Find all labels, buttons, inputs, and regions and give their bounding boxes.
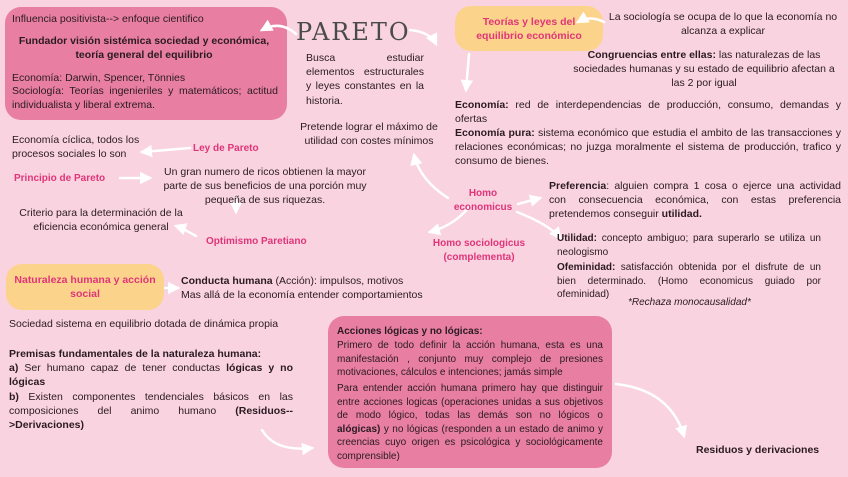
utilidad-label: Utilidad:: [557, 233, 597, 244]
economia-body: red de interdependencias de producción, consumo, demandas y ofertas: [455, 99, 841, 126]
economia-ciclica-text: Economía cíclica, todos los procesos sociales lo son: [12, 134, 140, 161]
sociedad-text: Sociedad sistema en equilibrio dotada de dinámica propia: [9, 318, 279, 330]
ofeminidad-label: Ofeminidad:: [557, 262, 616, 273]
congruencias-label: Congruencias entre ellas:: [587, 49, 716, 61]
economia-pura-body: sistema económico que estudia el ambito de las transacciones y relaciones económicas; no juzga moralmente el sistema de producción, trafico y consumo de bienes.: [455, 127, 841, 168]
premisa-b-text: Existen componentes tendenciales básicos en las composiciones del animo humano: [9, 391, 293, 418]
economia-influences: Economía: Darwin, Spencer, Tönnies: [12, 72, 186, 84]
congruencias-body: las naturalezas de las sociedades humanas y su estado de equilibrio afectan a las 2 por igual: [573, 49, 835, 90]
premisa-b-bold: (Residuos-->Derivaciones): [9, 405, 293, 432]
economia-text: [455, 98, 841, 126]
criterio-text: Criterio para la determinación de la eficiencia económica general: [19, 207, 183, 234]
acciones-p2: [337, 382, 603, 463]
preferencia-label: Preferencia: [549, 180, 607, 192]
preferencia-utilidad: utilidad.: [661, 208, 702, 221]
sociology-note: La sociología se ocupa de lo que la economía no alcanza a explicar: [608, 11, 838, 38]
optimismo-label: Optimismo Paretiano: [206, 236, 307, 247]
residuos-label: Residuos y derivaciones: [696, 444, 820, 456]
acciones-p2b: alógicas): [337, 423, 381, 435]
naturaleza-label: Naturaleza humana y acción social: [14, 274, 156, 301]
conducta-text: [181, 274, 451, 302]
influencia-text: Influencia positivista--> enfoque cientifico: [12, 13, 204, 25]
principio-pareto-label: Principio de Pareto: [14, 173, 106, 184]
congruencias-text: [566, 48, 842, 91]
premisa-a: [9, 361, 293, 389]
premisa-a-bold: lógicas y no lógicas: [9, 362, 293, 389]
page-title: PARETO: [296, 18, 411, 46]
conducta-label: Conducta humana: [181, 275, 273, 287]
pretende-text: Pretende lograr el máximo de utilidad con costes mínimos: [300, 121, 438, 148]
acciones-p1: Primero de todo definir la acción humana, esta es una manifestación , conjunto muy complejo de presiones motivaciones, cálculos e intenciones; jamás simple: [337, 340, 603, 378]
fundador-heading: Fundador visión sistémica sociedad y económica, teoría general del equilibrio: [18, 35, 270, 62]
economia-pura-text: [455, 126, 841, 169]
title-description: Busca estudiar elementos estructurales y leyes constantes en la historia.: [306, 52, 424, 107]
premisas-heading: Premisas fundamentales de la naturaleza humana:: [9, 348, 262, 360]
sociologia-influences: Sociología: Teorías ingenieriles y matemáticos; actitud individualista y liberal extrema.: [12, 85, 278, 112]
homo-sociologicus-label: Homo sociologicus (complementa): [432, 238, 526, 263]
ricos-text: Un gran numero de ricos obtienen la mayor parte de sus beneficios de una porción muy pequeña de sus riquezas.: [163, 166, 367, 207]
preferencia-text: [549, 179, 841, 222]
utilidad-text: [557, 232, 821, 259]
acciones-p2a: Para entender acción humana primero hay que distinguir entre acciones logicas (operaciones unidas a sus objetivos de modo lógico, todas las demás son no lógicos o: [337, 383, 603, 421]
economia-pura-label: Economía pura:: [455, 127, 535, 139]
arrow-theories-down: [466, 54, 469, 90]
utilidad-body: concepto ambiguo; para superarlo se utiliza un neologismo: [557, 233, 821, 258]
acciones-p2c: y no lógicas (responden a un estado de animo y creencias cuyo origen es psicológica y sociológicamente comprensible): [337, 423, 603, 462]
arrow-homo-right: [518, 198, 540, 204]
theories-label: Teorías y leyes del equilibrio económico: [476, 16, 582, 43]
conducta-body: (Acción): impulsos, motivos: [272, 275, 404, 287]
premisa-a-label: a): [9, 362, 19, 374]
ley-pareto-label: Ley de Pareto: [193, 143, 259, 154]
ofeminidad-body: satisfacción obtenida por el disfrute de un bien determinado. (Homo economicus guiado por ofeminidad): [557, 262, 821, 300]
rechaza-text: *Rechaza monocausalidad*: [628, 297, 751, 308]
arrow-premisas: [262, 430, 312, 449]
premisa-b: [9, 390, 293, 433]
preferencia-body: : alguien compra 1 cosa o ejerce una actividad con consecuencia económica, con estas preferencia pretendemos conseguir: [549, 180, 841, 221]
acciones-heading: Acciones lógicas y no lógicas:: [337, 326, 483, 337]
conducta-line2: Mas allá de la economía entender comportamientos: [181, 289, 423, 302]
homo-economicus-label: Homo economicus: [453, 188, 513, 213]
arrow-residuos: [616, 384, 684, 436]
economia-label: Economía:: [455, 99, 509, 111]
premisa-b-label: b): [9, 391, 19, 403]
arrow-title-right: [410, 30, 436, 44]
premisa-a-text: Ser humano capaz de tener conductas: [18, 362, 227, 374]
arrow-homo-up: [414, 155, 448, 198]
